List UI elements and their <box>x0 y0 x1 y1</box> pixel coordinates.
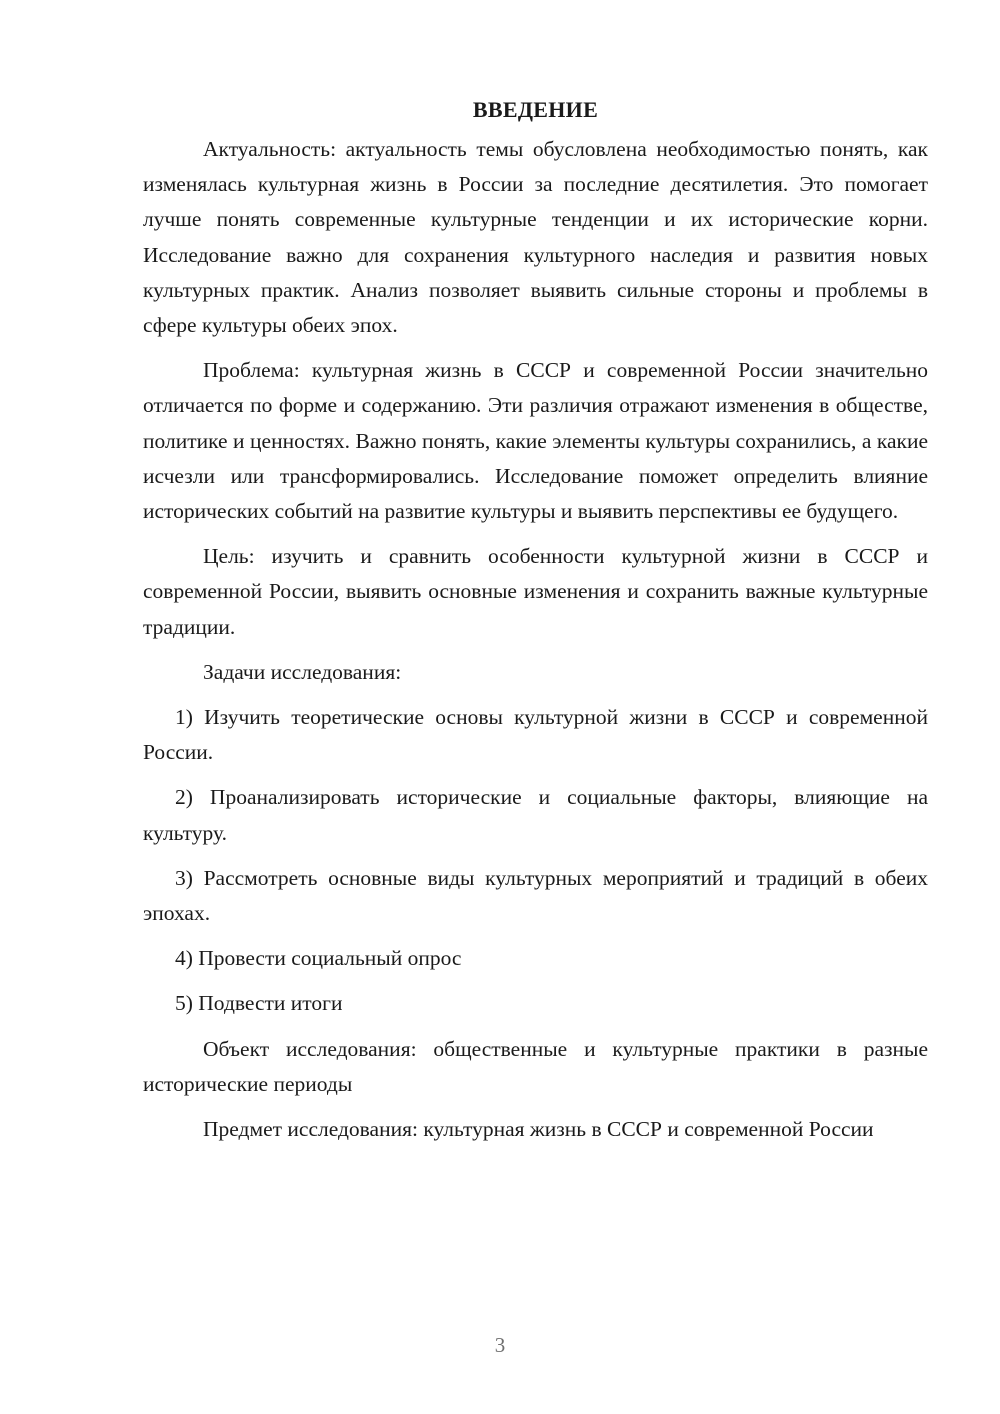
relevance-paragraph: Актуальность: актуальность темы обусловлена необходимостью понять, как изменялась культурная жизнь в России за последние десятилетия. Это помогает лучше понять современные культурные тенденции и их исторические корни. Исследование важно для сохранения культурного наследия и развития новых культурных практик. Анализ позволяет выявить сильные стороны и проблемы в сфере культуры обеих эпох. <box>143 137 928 338</box>
subject-paragraph: Предмет исследования: культурная жизнь в СССР и современной России <box>203 1117 874 1142</box>
object-paragraph: Объект исследования: общественные и культурные практики в разные исторические периоды <box>143 1036 928 1096</box>
document-page <box>143 92 928 1157</box>
task-item-5: 5) Подвести итоги <box>175 991 343 1016</box>
page-number: 3 <box>494 1333 506 1357</box>
task-item-3: 3) Рассмотреть основные виды культурных мероприятий и традиций в обеих эпохах. <box>143 865 928 926</box>
tasks-list <box>143 700 928 1022</box>
page-title: ВВЕДЕНИЕ <box>472 97 599 122</box>
tasks-heading: Задачи исследования: <box>203 659 402 684</box>
problem-paragraph: Проблема: культурная жизнь в СССР и современной России значительно отличается по форме и содержанию. Эти различия отражают изменения в обществе, политике и ценностях. Важно понять, какие элементы культуры сохранились, а какие исчезли или трансформировались. Исследование поможет определить влияние исторических событий на развитие культуры и выявить перспективы ее будущего. <box>143 358 928 524</box>
task-item-2: 2) Проанализировать исторические и социальные факторы, влияющие на культуру. <box>143 785 928 845</box>
goal-paragraph: Цель: изучить и сравнить особенности культурной жизни в СССР и современной России, выявить основные изменения и сохранить важные культурные традиции. <box>143 544 928 639</box>
task-item-4: 4) Провести социальный опрос <box>175 946 462 971</box>
task-item-1: 1) Изучить теоретические основы культурной жизни в СССР и современной России. <box>143 705 928 765</box>
